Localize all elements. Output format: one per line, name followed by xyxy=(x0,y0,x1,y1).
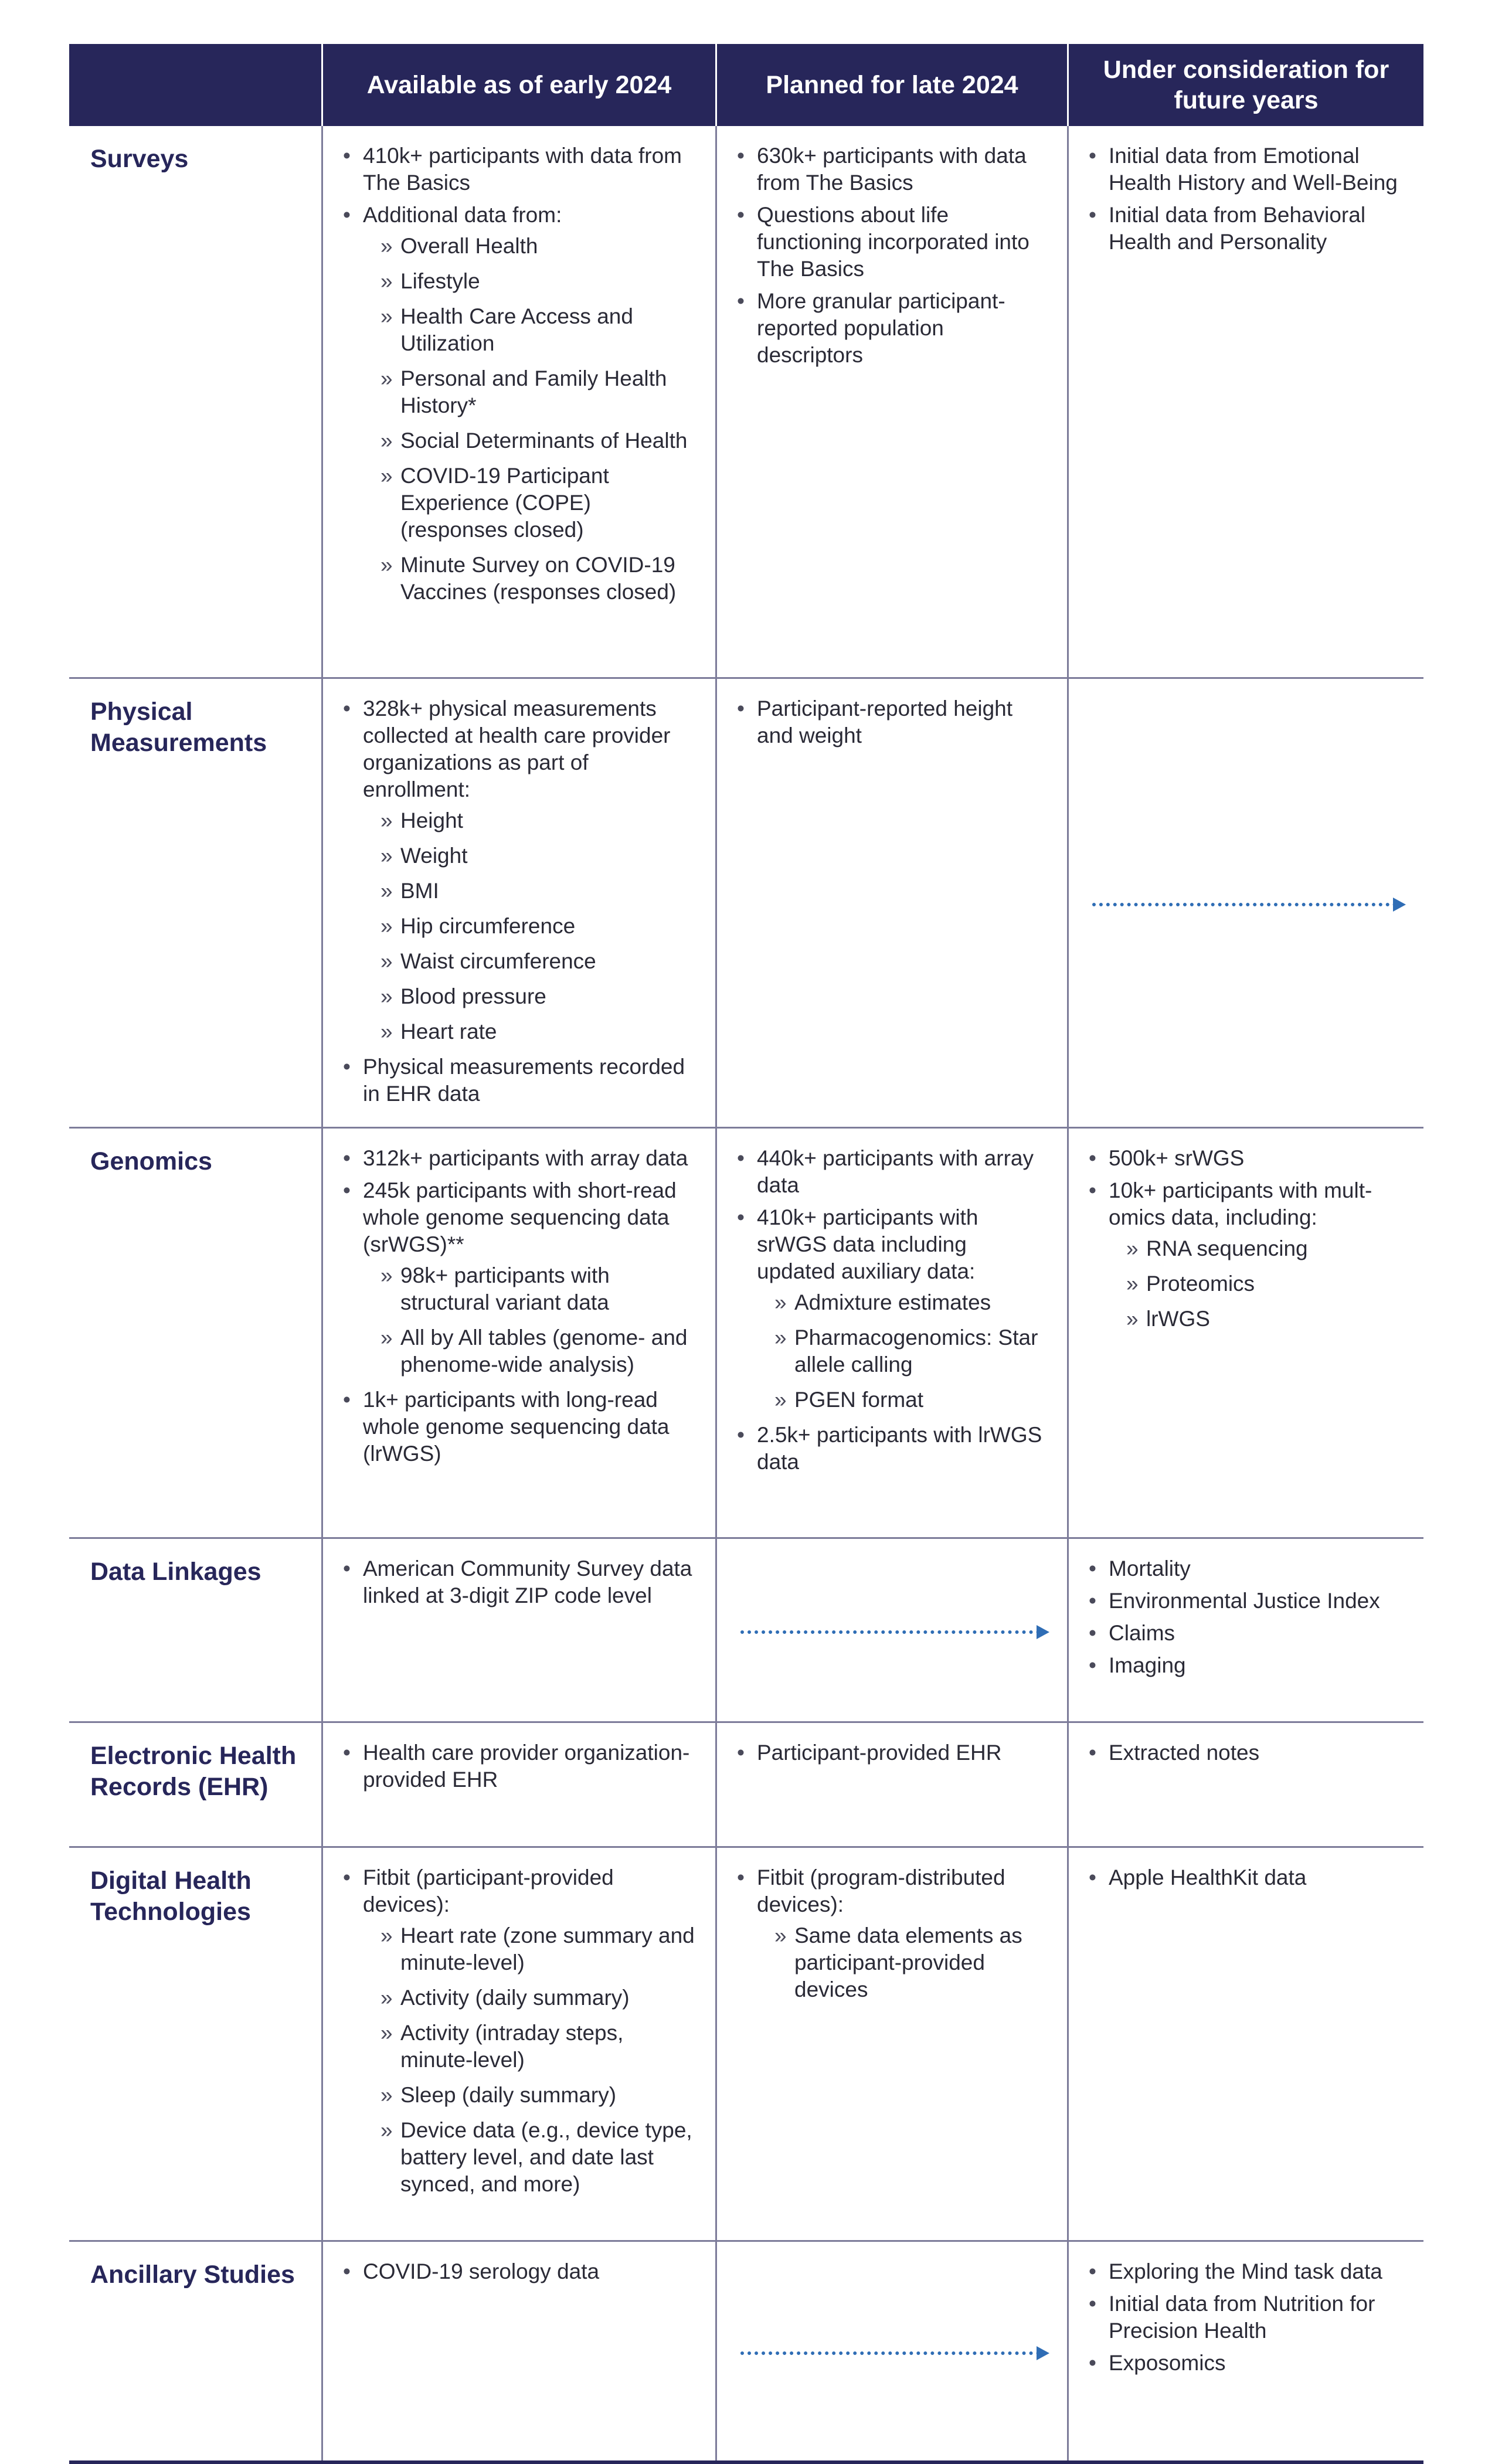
list-item xyxy=(343,1864,698,2198)
available-cell xyxy=(321,2242,715,2460)
sub-list xyxy=(1109,1235,1406,1333)
row-data-linkages xyxy=(69,1539,1423,1723)
item-text: Environmental Justice Index xyxy=(1109,1589,1380,1613)
future-cell xyxy=(1067,679,1423,1127)
sub-list-item: » Activity (daily summary) xyxy=(363,1984,698,2011)
table-header xyxy=(69,44,1423,126)
row-surveys xyxy=(69,126,1423,679)
sub-list-item: » RNA sequencing xyxy=(1109,1235,1406,1262)
list-item xyxy=(343,1053,698,1107)
sub-list xyxy=(757,1289,1049,1413)
list-item xyxy=(343,1739,698,1793)
list-item xyxy=(343,142,698,196)
item-text: 440k+ participants with array data xyxy=(757,1146,1034,1197)
item-text: Participant-reported height and weight xyxy=(757,696,1013,747)
category-label: Ancillary Studies xyxy=(90,2261,295,2289)
sub-list-item: » Overall Health xyxy=(363,233,698,260)
list-item xyxy=(343,1555,698,1609)
list-item xyxy=(1089,1620,1406,1647)
list-item xyxy=(343,2258,698,2285)
available-cell xyxy=(321,1723,715,1846)
item-text: Fitbit (program-distributed devices): xyxy=(757,1865,1005,1916)
header-category-cell xyxy=(69,44,321,126)
planned-cell xyxy=(715,2242,1067,2460)
sub-list-item: » Lifestyle xyxy=(363,268,698,295)
item-text: Initial data from Behavioral Health and Personality xyxy=(1109,203,1366,254)
list-item xyxy=(1089,1145,1406,1172)
header-future: Under consideration for future years xyxy=(1067,44,1423,126)
list-item xyxy=(737,1739,1049,1766)
sub-list-item: » Same data elements as participant-provided devices xyxy=(757,1922,1049,2003)
item-text: Exploring the Mind task data xyxy=(1109,2259,1382,2283)
list-item xyxy=(1089,202,1406,256)
bullet-list xyxy=(737,695,1049,749)
bullet-list xyxy=(343,1145,698,1467)
item-text: Initial data from Emotional Health History and Well-Being xyxy=(1109,144,1398,195)
planned-cell xyxy=(715,1539,1067,1721)
item-text: Extracted notes xyxy=(1109,1741,1260,1765)
list-item xyxy=(737,1204,1049,1413)
list-item xyxy=(737,695,1049,749)
item-text: 630k+ participants with data from The Basics xyxy=(757,144,1027,195)
available-cell xyxy=(321,1129,715,1537)
item-text: 312k+ participants with array data xyxy=(363,1146,688,1170)
list-item xyxy=(737,1422,1049,1476)
item-text: Imaging xyxy=(1109,1653,1186,1677)
sub-list-item: » Heart rate (zone summary and minute-level) xyxy=(363,1922,698,1976)
list-item xyxy=(1089,1652,1406,1679)
bullet-list xyxy=(737,1864,1049,2003)
sub-list-item: » BMI xyxy=(363,878,698,905)
header-planned: Planned for late 2024 xyxy=(715,44,1067,126)
item-text: 500k+ srWGS xyxy=(1109,1146,1245,1170)
list-item xyxy=(1089,2350,1406,2377)
sub-list-item: » Hip circumference xyxy=(363,913,698,940)
bullet-list xyxy=(343,1555,698,1609)
sub-list-item: » Device data (e.g., device type, battery level, and date last synced, and more) xyxy=(363,2117,698,2198)
category-label: Digital Health Technologies xyxy=(90,1867,252,1926)
list-item xyxy=(1089,1739,1406,1766)
sub-list-item: » Heart rate xyxy=(363,1018,698,1045)
item-text: Claims xyxy=(1109,1621,1175,1645)
row-digital-health-technologies xyxy=(69,1848,1423,2242)
future-cell xyxy=(1067,1129,1423,1537)
sub-list-item: » Personal and Family Health History* xyxy=(363,365,698,419)
item-text: Questions about life functioning incorporated into The Basics xyxy=(757,203,1029,281)
bullet-list xyxy=(343,2258,698,2285)
category-label: Genomics xyxy=(90,1147,212,1175)
bullet-list xyxy=(343,695,698,1107)
sub-list-item: » COVID-19 Participant Experience (COPE) (responses closed) xyxy=(363,463,698,543)
future-cell xyxy=(1067,1723,1423,1846)
sub-list xyxy=(363,1262,698,1378)
sub-list xyxy=(363,807,698,1045)
item-text: 10k+ participants with mult-omics data, including: xyxy=(1109,1178,1372,1229)
future-cell xyxy=(1067,1848,1423,2240)
continues-arrow-icon xyxy=(740,1630,1047,1634)
continues-arrow-icon xyxy=(1092,903,1404,906)
list-item xyxy=(1089,1588,1406,1615)
item-text: 410k+ participants with data from The Basics xyxy=(363,144,682,195)
item-text: Physical measurements recorded in EHR data xyxy=(363,1055,685,1106)
list-item xyxy=(737,142,1049,196)
list-item xyxy=(1089,1555,1406,1582)
planned-cell xyxy=(715,1723,1067,1846)
bullet-list xyxy=(1089,142,1406,256)
sub-list-item: » lrWGS xyxy=(1109,1306,1406,1333)
list-item xyxy=(737,202,1049,283)
sub-list xyxy=(363,233,698,606)
bullet-list xyxy=(737,142,1049,369)
sub-list-item: » Pharmacogenomics: Star allele calling xyxy=(757,1324,1049,1378)
item-text: Health care provider organization-provided EHR xyxy=(363,1741,690,1792)
row-genomics xyxy=(69,1129,1423,1539)
future-cell xyxy=(1067,1539,1423,1721)
sub-list-item: » PGEN format xyxy=(757,1386,1049,1413)
bullet-list xyxy=(737,1145,1049,1476)
future-cell xyxy=(1067,2242,1423,2460)
item-text: Mortality xyxy=(1109,1556,1191,1581)
bullet-list xyxy=(1089,1145,1406,1333)
planned-cell xyxy=(715,1129,1067,1537)
item-text: 410k+ participants with srWGS data including updated auxiliary data: xyxy=(757,1205,978,1283)
row-physical-measurements xyxy=(69,679,1423,1129)
sub-list-item: » Weight xyxy=(363,842,698,869)
sub-list-item: » Waist circumference xyxy=(363,948,698,975)
category-label: Electronic Health Records (EHR) xyxy=(90,1742,297,1801)
bullet-list xyxy=(1089,2258,1406,2377)
sub-list-item: » All by All tables (genome- and phenome-wide analysis) xyxy=(363,1324,698,1378)
sub-list xyxy=(757,1922,1049,2003)
bullet-list xyxy=(343,1864,698,2198)
available-cell xyxy=(321,1848,715,2240)
planned-cell xyxy=(715,679,1067,1127)
list-item xyxy=(343,1177,698,1378)
list-item xyxy=(1089,1177,1406,1333)
list-item xyxy=(343,1386,698,1467)
list-item xyxy=(1089,2290,1406,2344)
sub-list-item: » Proteomics xyxy=(1109,1270,1406,1297)
item-text: Fitbit (participant-provided devices): xyxy=(363,1865,614,1916)
item-text: 245k participants with short-read whole genome sequencing data (srWGS)** xyxy=(363,1178,677,1256)
category-label: Physical Measurements xyxy=(90,698,267,757)
available-cell xyxy=(321,679,715,1127)
planned-cell xyxy=(715,1848,1067,2240)
sub-list-item: » Sleep (daily summary) xyxy=(363,2082,698,2109)
available-cell xyxy=(321,1539,715,1721)
item-text: 2.5k+ participants with lrWGS data xyxy=(757,1423,1042,1474)
list-item xyxy=(343,695,698,1045)
category-label: Surveys xyxy=(90,145,189,173)
bullet-list xyxy=(1089,1864,1406,1891)
sub-list-item: » Health Care Access and Utilization xyxy=(363,303,698,357)
item-text: Exposomics xyxy=(1109,2351,1226,2375)
sub-list-item: » Social Determinants of Health xyxy=(363,427,698,454)
item-text: COVID-19 serology data xyxy=(363,2259,600,2283)
category-label: Data Linkages xyxy=(90,1558,261,1586)
item-text: Participant-provided EHR xyxy=(757,1741,1002,1765)
available-cell xyxy=(321,126,715,677)
sub-list-item: » Activity (intraday steps, minute-level) xyxy=(363,2020,698,2074)
list-item xyxy=(737,1145,1049,1199)
sub-list-item: » Admixture estimates xyxy=(757,1289,1049,1316)
header-available: Available as of early 2024 xyxy=(321,44,715,126)
list-item xyxy=(343,1145,698,1172)
sub-list-item: » Height xyxy=(363,807,698,834)
item-text: American Community Survey data linked at 3-digit ZIP code level xyxy=(363,1556,692,1607)
data-roadmap-table xyxy=(69,44,1423,2375)
item-text: More granular participant-reported population descriptors xyxy=(757,289,1005,367)
bullet-list xyxy=(343,142,698,606)
list-item xyxy=(1089,2258,1406,2285)
sub-list xyxy=(363,1922,698,2198)
row-ehr xyxy=(69,1723,1423,1848)
item-text: Additional data from: xyxy=(363,203,562,227)
list-item xyxy=(737,1864,1049,2003)
sub-list-item: » 98k+ participants with structural variant data xyxy=(363,1262,698,1316)
planned-cell xyxy=(715,126,1067,677)
sub-list-item: » Minute Survey on COVID-19 Vaccines (responses closed) xyxy=(363,552,698,606)
list-item xyxy=(343,202,698,606)
sub-list-item: » Blood pressure xyxy=(363,983,698,1010)
future-cell xyxy=(1067,126,1423,677)
bullet-list xyxy=(1089,1739,1406,1766)
item-text: Apple HealthKit data xyxy=(1109,1865,1307,1889)
bullet-list xyxy=(1089,1555,1406,1679)
bullet-list xyxy=(343,1739,698,1793)
continues-arrow-icon xyxy=(740,2351,1047,2355)
item-text: 328k+ physical measurements collected at health care provider organizations as part of enrollment: xyxy=(363,696,671,801)
list-item xyxy=(737,288,1049,369)
item-text: 1k+ participants with long-read whole genome sequencing data (lrWGS) xyxy=(363,1388,670,1466)
list-item xyxy=(1089,142,1406,196)
bullet-list xyxy=(737,1739,1049,1766)
item-text: Initial data from Nutrition for Precision Health xyxy=(1109,2292,1375,2343)
row-ancillary-studies xyxy=(69,2242,1423,2464)
list-item xyxy=(1089,1864,1406,1891)
